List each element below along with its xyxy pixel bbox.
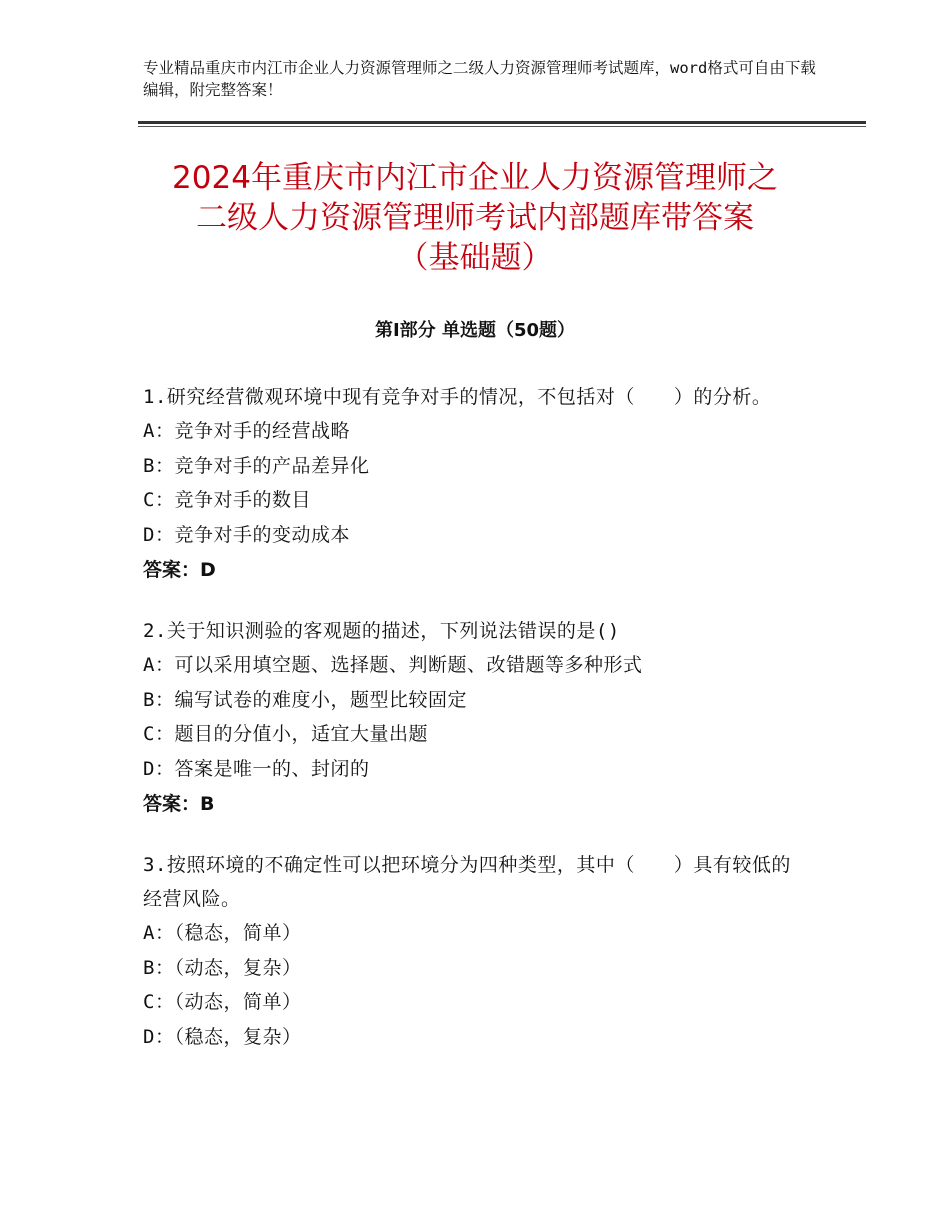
question-stem: 2.关于知识测验的客观题的描述，下列说法错误的是() [143,620,620,642]
answer: 答案：D [143,559,216,581]
option-c: C：竞争对手的数目 [143,489,311,511]
question-stem: 3.按照环境的不确定性可以把环境分为四种类型，其中（ ）具有较低的经营风险。 [143,854,791,910]
option-a: A：可以采用填空题、选择题、判断题、改错题等多种形式 [143,654,643,676]
option-d: D：（稳态，复杂） [143,1025,302,1048]
question-1 [143,380,808,588]
document-title [110,158,840,278]
option-a: A：竞争对手的经营战略 [143,420,350,442]
part-heading: 第Ⅰ部分 单选题（50题） [374,320,575,341]
option-b: B：（动态，复杂） [143,956,302,979]
option-d: D：竞争对手的变动成本 [143,523,350,546]
option-d: D：答案是唯一的、封闭的 [143,757,370,780]
question-2 [143,614,808,822]
option-c: C：（动态，简单） [143,991,302,1013]
title-line-3: （基础题） [397,240,553,276]
question-stem: 1.研究经营微观环境中现有竞争对手的情况，不包括对（ ）的分析。 [143,386,772,408]
header-note: 专业精品重庆市内江市企业人力资源管理师之二级人力资源管理师考试题库，word格式可自由下载编辑，附完整答案！ [143,59,816,99]
option-b: B：编写试卷的难度小，题型比较固定 [143,688,467,711]
option-c: C：题目的分值小，适宜大量出题 [143,723,428,745]
option-b: B：竞争对手的产品差异化 [143,454,370,477]
question-3 [143,848,808,1054]
header-rule-thin [138,126,866,127]
title-line-2: 二级人力资源管理师考试内部题库带答案 [196,200,754,236]
question-list [143,380,808,1080]
answer: 答案：B [143,793,215,815]
header-rule-thick [138,121,866,124]
title-line-1: 2024年重庆市内江市企业人力资源管理师之 [172,160,778,196]
option-a: A：（稳态，简单） [143,922,302,944]
